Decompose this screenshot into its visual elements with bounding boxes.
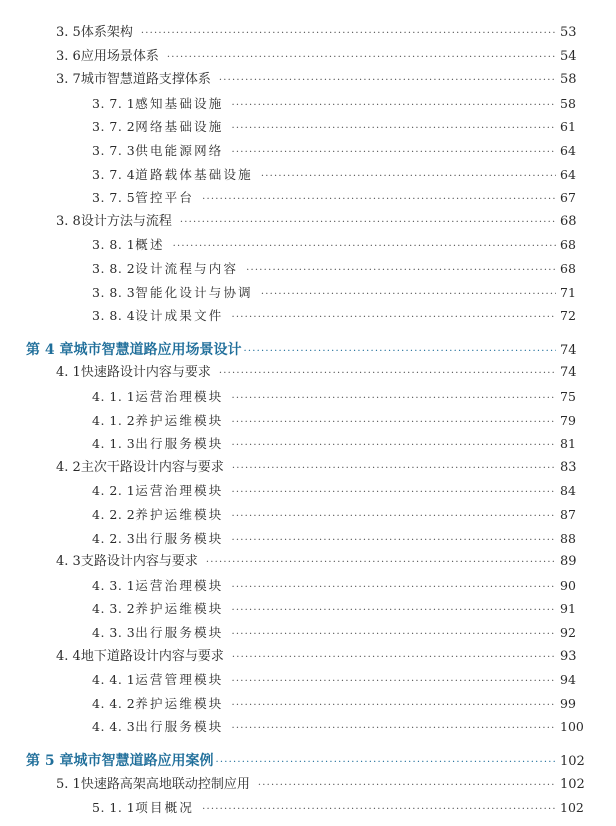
toc-subsection[interactable] [92, 693, 574, 715]
toc-title: 设计方法与流程 [80, 214, 172, 229]
toc-subsection[interactable] [92, 504, 574, 526]
toc-number: 3. 5 [56, 25, 81, 40]
toc-page-number: 67 [560, 190, 576, 205]
toc-number: 3. 7. 5 [92, 190, 136, 205]
dot-leader [231, 412, 556, 434]
toc-title: 快速路高架高地联动控制应用 [80, 777, 250, 792]
toc-title: 智能化设计与协调 [135, 285, 253, 300]
toc-number: 4. 3 [56, 554, 81, 569]
toc-title: 运营管理模块 [135, 672, 224, 687]
toc-section[interactable] [56, 46, 577, 68]
toc-page-number: 90 [560, 578, 576, 593]
toc-number: 4. 1. 3 [92, 436, 136, 451]
toc-page-number: 91 [560, 601, 576, 616]
toc-number: 4. 4. 3 [92, 719, 136, 734]
toc-chapter[interactable] [26, 339, 577, 361]
toc-page-number: 102 [560, 754, 585, 769]
dot-leader [231, 624, 556, 646]
toc-title: 养护运维模块 [135, 413, 224, 428]
toc-page-number: 64 [560, 167, 576, 182]
toc-subsection[interactable] [92, 575, 574, 597]
toc-title: 应用场景体系 [80, 49, 159, 64]
toc-page-number: 87 [560, 507, 576, 522]
dot-leader [258, 775, 556, 797]
toc-title: 养护运维模块 [135, 696, 224, 711]
toc-page-number: 61 [560, 119, 576, 134]
dot-leader [231, 718, 556, 740]
toc-title: 城市智慧道路应用场景设计 [73, 342, 242, 358]
dot-leader [219, 363, 556, 385]
toc-subsection[interactable] [92, 386, 574, 408]
toc-number: 第 4 章 [26, 342, 74, 358]
toc-title: 城市智慧道路应用案例 [73, 753, 214, 769]
toc-title: 养护运维模块 [135, 507, 224, 522]
toc-subsection[interactable] [92, 187, 574, 209]
toc-subsection[interactable] [92, 433, 574, 455]
toc-section[interactable] [56, 646, 577, 668]
toc-page-number: 54 [560, 49, 577, 64]
toc-page-number: 102 [560, 777, 585, 792]
toc-title: 运营治理模块 [135, 578, 224, 593]
dot-leader [202, 799, 556, 821]
toc-page-number: 64 [560, 143, 576, 158]
toc-number: 4. 2. 3 [92, 531, 136, 546]
dot-leader [202, 189, 556, 211]
toc-page-number: 68 [560, 237, 576, 252]
toc-subsection[interactable] [92, 282, 574, 304]
dot-leader [167, 47, 556, 69]
toc-number: 5. 1 [56, 777, 81, 792]
toc-title: 网络基础设施 [135, 119, 224, 134]
toc-title: 概述 [135, 237, 165, 252]
toc-number: 3. 7. 3 [92, 143, 136, 158]
toc-number: 3. 8. 4 [92, 308, 136, 323]
toc-subsection[interactable] [92, 116, 574, 138]
toc-section[interactable] [56, 551, 577, 573]
toc-section[interactable] [56, 457, 577, 479]
dot-leader [173, 236, 556, 258]
toc-title: 项目概况 [135, 800, 195, 815]
toc-subsection[interactable] [92, 669, 574, 691]
toc-title: 管控平台 [135, 190, 195, 205]
toc-section[interactable] [56, 774, 585, 796]
toc-page-number: 71 [560, 285, 576, 300]
toc-title: 支路设计内容与要求 [80, 554, 198, 569]
toc-number: 3. 7 [56, 72, 81, 87]
toc-page-number: 79 [560, 413, 576, 428]
toc-section[interactable] [56, 211, 577, 233]
toc-page-number: 99 [560, 696, 576, 711]
toc-number: 4. 3. 2 [92, 601, 136, 616]
toc-page-number: 58 [560, 72, 577, 87]
toc-section[interactable] [56, 69, 577, 91]
dot-leader [261, 284, 556, 306]
toc-subsection[interactable] [92, 258, 574, 280]
toc-number: 4. 1 [56, 365, 81, 380]
toc-number: 3. 8. 2 [92, 261, 136, 276]
dot-leader [232, 458, 556, 480]
dot-leader [231, 482, 556, 504]
toc-title: 设计流程与内容 [135, 261, 239, 276]
toc-number: 3. 8. 3 [92, 285, 136, 300]
toc-page-number: 68 [560, 261, 576, 276]
toc-number: 4. 2 [56, 460, 81, 475]
toc-title: 出行服务模块 [135, 436, 224, 451]
toc-number: 3. 8 [56, 214, 81, 229]
dot-leader [231, 118, 556, 140]
toc-title: 供电能源网络 [135, 143, 224, 158]
toc-subsection[interactable] [92, 598, 574, 620]
dot-leader [206, 552, 556, 574]
dot-leader [180, 212, 556, 234]
toc-number: 3. 8. 1 [92, 237, 136, 252]
toc-number: 4. 4. 2 [92, 696, 136, 711]
toc-number: 4. 1. 2 [92, 413, 136, 428]
dot-leader [231, 530, 556, 552]
toc-number: 第 5 章 [26, 753, 74, 769]
toc-subsection[interactable] [92, 622, 574, 644]
dot-leader [246, 260, 556, 282]
dot-leader [261, 166, 556, 188]
toc-page-number: 89 [560, 554, 577, 569]
toc-page-number: 100 [560, 719, 584, 734]
toc-number: 5. 1. 1 [92, 800, 136, 815]
toc-page-number: 92 [560, 625, 576, 640]
dot-leader [231, 695, 556, 717]
toc-page-number: 93 [560, 649, 577, 664]
dot-leader [231, 388, 556, 410]
toc-title: 出行服务模块 [135, 719, 224, 734]
toc-title: 出行服务模块 [135, 625, 224, 640]
dot-leader [231, 435, 556, 457]
toc-subsection[interactable] [92, 716, 584, 738]
toc-page-number: 83 [560, 460, 577, 475]
dot-leader [232, 647, 556, 669]
toc-number: 4. 4. 1 [92, 672, 136, 687]
toc-title: 快速路设计内容与要求 [80, 365, 211, 380]
toc-number: 4. 3. 3 [92, 625, 136, 640]
toc-number: 3. 7. 1 [92, 96, 136, 111]
toc-page-number: 74 [560, 343, 577, 358]
toc-subsection[interactable] [92, 410, 574, 432]
dot-leader [231, 95, 556, 117]
toc-subsection[interactable] [92, 140, 574, 162]
toc-page-number: 94 [560, 672, 576, 687]
toc-subsection[interactable] [92, 93, 574, 115]
toc-title: 城市智慧道路支撑体系 [80, 72, 211, 87]
toc-title: 运营治理模块 [135, 389, 224, 404]
dot-leader [231, 506, 556, 528]
toc-subsection[interactable] [92, 528, 574, 550]
toc-title: 感知基础设施 [135, 96, 224, 111]
toc-number: 3. 7. 2 [92, 119, 136, 134]
toc-number: 4. 4 [56, 649, 81, 664]
dot-leader [141, 23, 556, 45]
toc-page-number: 81 [560, 436, 576, 451]
toc-page-number: 75 [560, 389, 576, 404]
toc-number: 4. 2. 1 [92, 483, 136, 498]
toc-page-number: 68 [560, 214, 577, 229]
toc-title: 道路载体基础设施 [135, 167, 253, 182]
toc-page-number: 102 [560, 800, 584, 815]
toc-subsection[interactable] [92, 234, 574, 256]
toc-number: 4. 2. 2 [92, 507, 136, 522]
toc-page-number: 74 [560, 365, 577, 380]
toc-page-number: 58 [560, 96, 576, 111]
toc-number: 4. 1. 1 [92, 389, 136, 404]
toc-number: 3. 6 [56, 49, 81, 64]
dot-leader [231, 307, 556, 329]
toc-title: 主次干路设计内容与要求 [80, 460, 224, 475]
toc-title: 运营治理模块 [135, 483, 224, 498]
dot-leader [244, 341, 557, 363]
toc-subsection[interactable] [92, 480, 574, 502]
toc-title: 设计成果文件 [135, 308, 224, 323]
dot-leader [231, 600, 556, 622]
toc-number: 4. 3. 1 [92, 578, 136, 593]
toc-page-number: 72 [560, 308, 576, 323]
toc-subsection[interactable] [92, 797, 584, 819]
toc-page-number: 53 [560, 25, 577, 40]
toc-page-number: 88 [560, 531, 576, 546]
toc-subsection[interactable] [92, 164, 574, 186]
dot-leader [219, 70, 556, 92]
toc-title: 体系架构 [80, 25, 133, 40]
dot-leader [231, 671, 556, 693]
toc-title: 养护运维模块 [135, 601, 224, 616]
toc-title: 地下道路设计内容与要求 [80, 649, 224, 664]
toc-page-number: 84 [560, 483, 576, 498]
toc-chapter[interactable] [26, 750, 585, 772]
toc-section[interactable] [56, 362, 577, 384]
toc-section[interactable] [56, 22, 577, 44]
dot-leader [231, 142, 556, 164]
dot-leader [216, 752, 557, 774]
toc-number: 3. 7. 4 [92, 167, 136, 182]
toc-title: 出行服务模块 [135, 531, 224, 546]
toc-subsection[interactable] [92, 305, 574, 327]
dot-leader [231, 577, 556, 599]
